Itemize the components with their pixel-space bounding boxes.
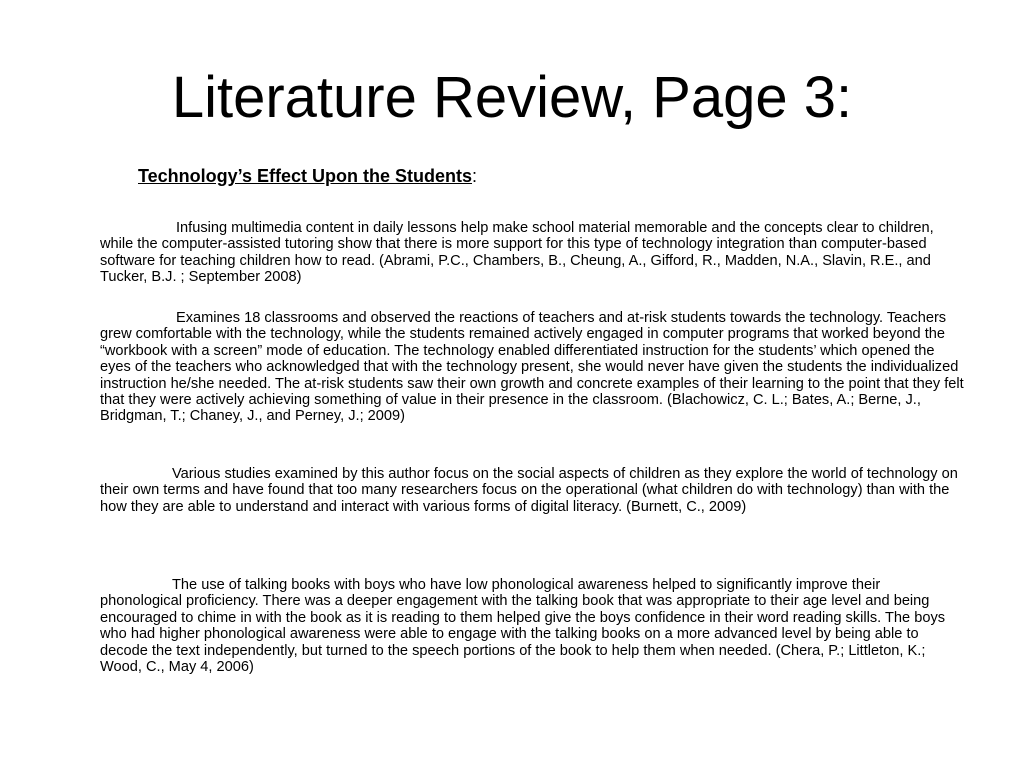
review-paragraph-blachowicz: Examines 18 classrooms and observed the reactions of teachers and at-risk students towards the technology. Teachers grew comfortable with the technology, while the students remained actively engaged in computer programs that worked beyond the “workbook with a screen” mode of education. The technology enabled differentiated instruction for the students’ which opened the eyes of the teachers who acknowledged that with the technology present, she would never have given the students the individualized instruction he/she needed. The at-risk students saw their own growth and concrete examples of their learning to the point that they felt that they were actively achieving something of value in their presence in the classroom. (Blachowicz, C. L.; Bates, A.; Berne, J., Bridgman, T.; Chaney, J., and Perney, J.; 2009): [100, 310, 964, 425]
slide-title: Literature Review, Page 3:: [171, 65, 853, 130]
section-subheading: [138, 164, 477, 188]
review-paragraph-burnett: Various studies examined by this author focus on the social aspects of children as they explore the world of technology on their own terms and have found that too many researchers focus on the operational (what children do with technology) than with the how they are able to understand and interact with various forms of digital literacy. (Burnett, C., 2009): [100, 466, 958, 515]
review-paragraph-abrami: Infusing multimedia content in daily lessons help make school material memorable and the concepts clear to children, while the computer-assisted tutoring show that there is more support for this type of technology integration than computer-based software for teaching children how to read. (Abrami, P.C., Chambers, B., Cheung, A., Gifford, R., Madden, N.A., Slavin, R.E., and Tucker, B.J. ; September 2008): [100, 220, 934, 286]
review-paragraph-chera: The use of talking books with boys who have low phonological awareness helped to significantly improve their phonological proficiency. There was a deeper engagement with the talking book that was appropriate to their age level and being encouraged to chime in with the book as it is reading to them helped give the boys confidence in their word reading skills. The boys who had higher phonological awareness were able to engage with the talking books on a more advanced level by being able to decode the text independently, but turned to the speech portions of the book to help them when needed. (Chera, P.; Littleton, K.; Wood, C., May 4, 2006): [100, 577, 946, 676]
subheading-label: Technology’s Effect Upon the Students: [138, 166, 473, 186]
subheading-colon: :: [472, 166, 478, 186]
